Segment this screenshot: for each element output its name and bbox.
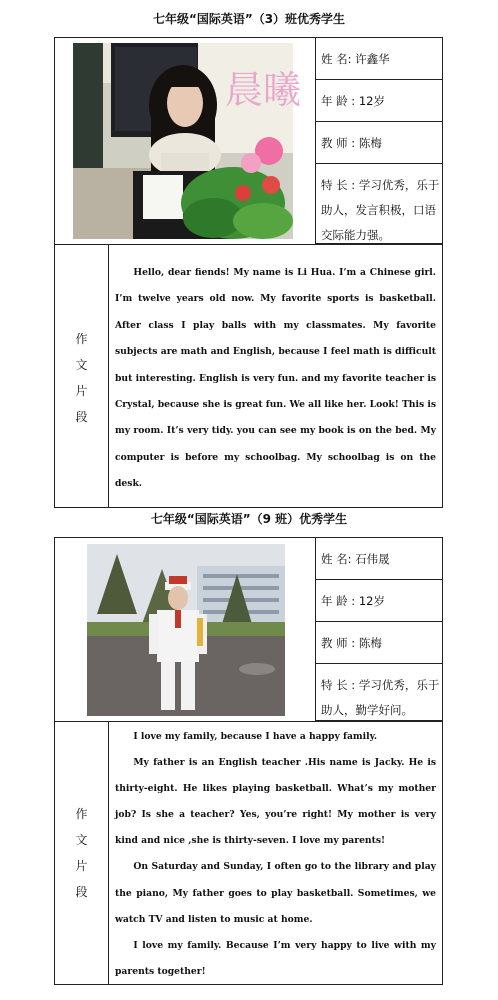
strengths-line: 特 长 : 学习优秀，乐于 — [321, 678, 440, 692]
essay-text — [109, 260, 442, 507]
strengths-line: 特 长 : 学习优秀，乐于 — [321, 178, 440, 192]
age-field: 年 龄 : 12岁 — [316, 580, 442, 622]
essay-label-char: 段 — [75, 410, 88, 424]
photo-cell — [55, 38, 316, 244]
essay-label-char: 文 — [75, 833, 88, 847]
essay-label-char: 作 — [75, 332, 88, 346]
age-field: 年 龄 : 12岁 — [316, 80, 442, 122]
essay-label-char: 作 — [75, 807, 88, 821]
teacher-field: 教 师 : 陈梅 — [316, 622, 442, 664]
student-card — [54, 37, 443, 508]
student-card — [54, 537, 443, 985]
essay-label-char: 片 — [75, 859, 88, 873]
divider — [55, 244, 442, 245]
teacher-field: 教 师 : 陈梅 — [316, 122, 442, 164]
strengths-field — [316, 664, 442, 721]
section-title: 七年级“国际英语”（3）班优秀学生 — [152, 12, 346, 26]
student-photo — [73, 43, 302, 239]
name-field: 姓 名: 许鑫华 — [316, 38, 442, 80]
student-photo — [87, 544, 285, 716]
section-title: 七年级“国际英语”（9 班）优秀学生 — [150, 512, 348, 526]
photo-caption-text: 晨曦 — [225, 68, 302, 112]
name-field: 姓 名: 石伟晟 — [316, 538, 442, 580]
strengths-line: 助人，勤学好问。 — [321, 703, 413, 717]
essay-label-cell — [55, 721, 109, 984]
essay-paragraph: I love my family. Because I’m very happy to live with my parents together! — [115, 939, 436, 977]
essay-label-cell — [55, 244, 109, 507]
strengths-field — [316, 164, 442, 244]
essay-label-char: 段 — [75, 885, 88, 899]
divider — [55, 721, 442, 722]
photo-cell — [55, 538, 316, 721]
essay-text — [109, 724, 442, 984]
essay-paragraph: My father is an English teacher .His name is Jacky. He is thirty-eight. He likes playing basketball. What’s my mother job? Is she a teacher? Yes, you’re right! My mother is very kind and nice ,she is thirty-seven. I love my parents! — [115, 757, 436, 847]
essay-label-char: 文 — [75, 358, 88, 372]
essay-paragraph: I love my family, because I have a happy family. — [133, 731, 378, 742]
strengths-line: 交际能力强。 — [321, 228, 390, 242]
essay-paragraph: On Saturday and Sunday, I often go to the library and play the piano, My father goes to play basketball. Sometimes, we watch TV and listen to music at home. — [115, 861, 436, 925]
strengths-line: 助人，发言积极，口语 — [321, 203, 436, 217]
essay-label-char: 片 — [75, 384, 88, 398]
essay-paragraph: Hello, dear fiends! My name is Li Hua. I’m a Chinese girl. I’m twelve years old now. My favorite sports is basketball. After class I play balls with my classmates. My favorite subjects are math and English, because I feel math is difficult but interesting. English is very fun. and my favorite teacher is Crystal, because she is great fun. We all like her. Look! This is my room. It’s very tidy. you can see my book is on the bed. My computer is before my schoolbag. My schoolbag is on the desk. — [115, 267, 436, 490]
